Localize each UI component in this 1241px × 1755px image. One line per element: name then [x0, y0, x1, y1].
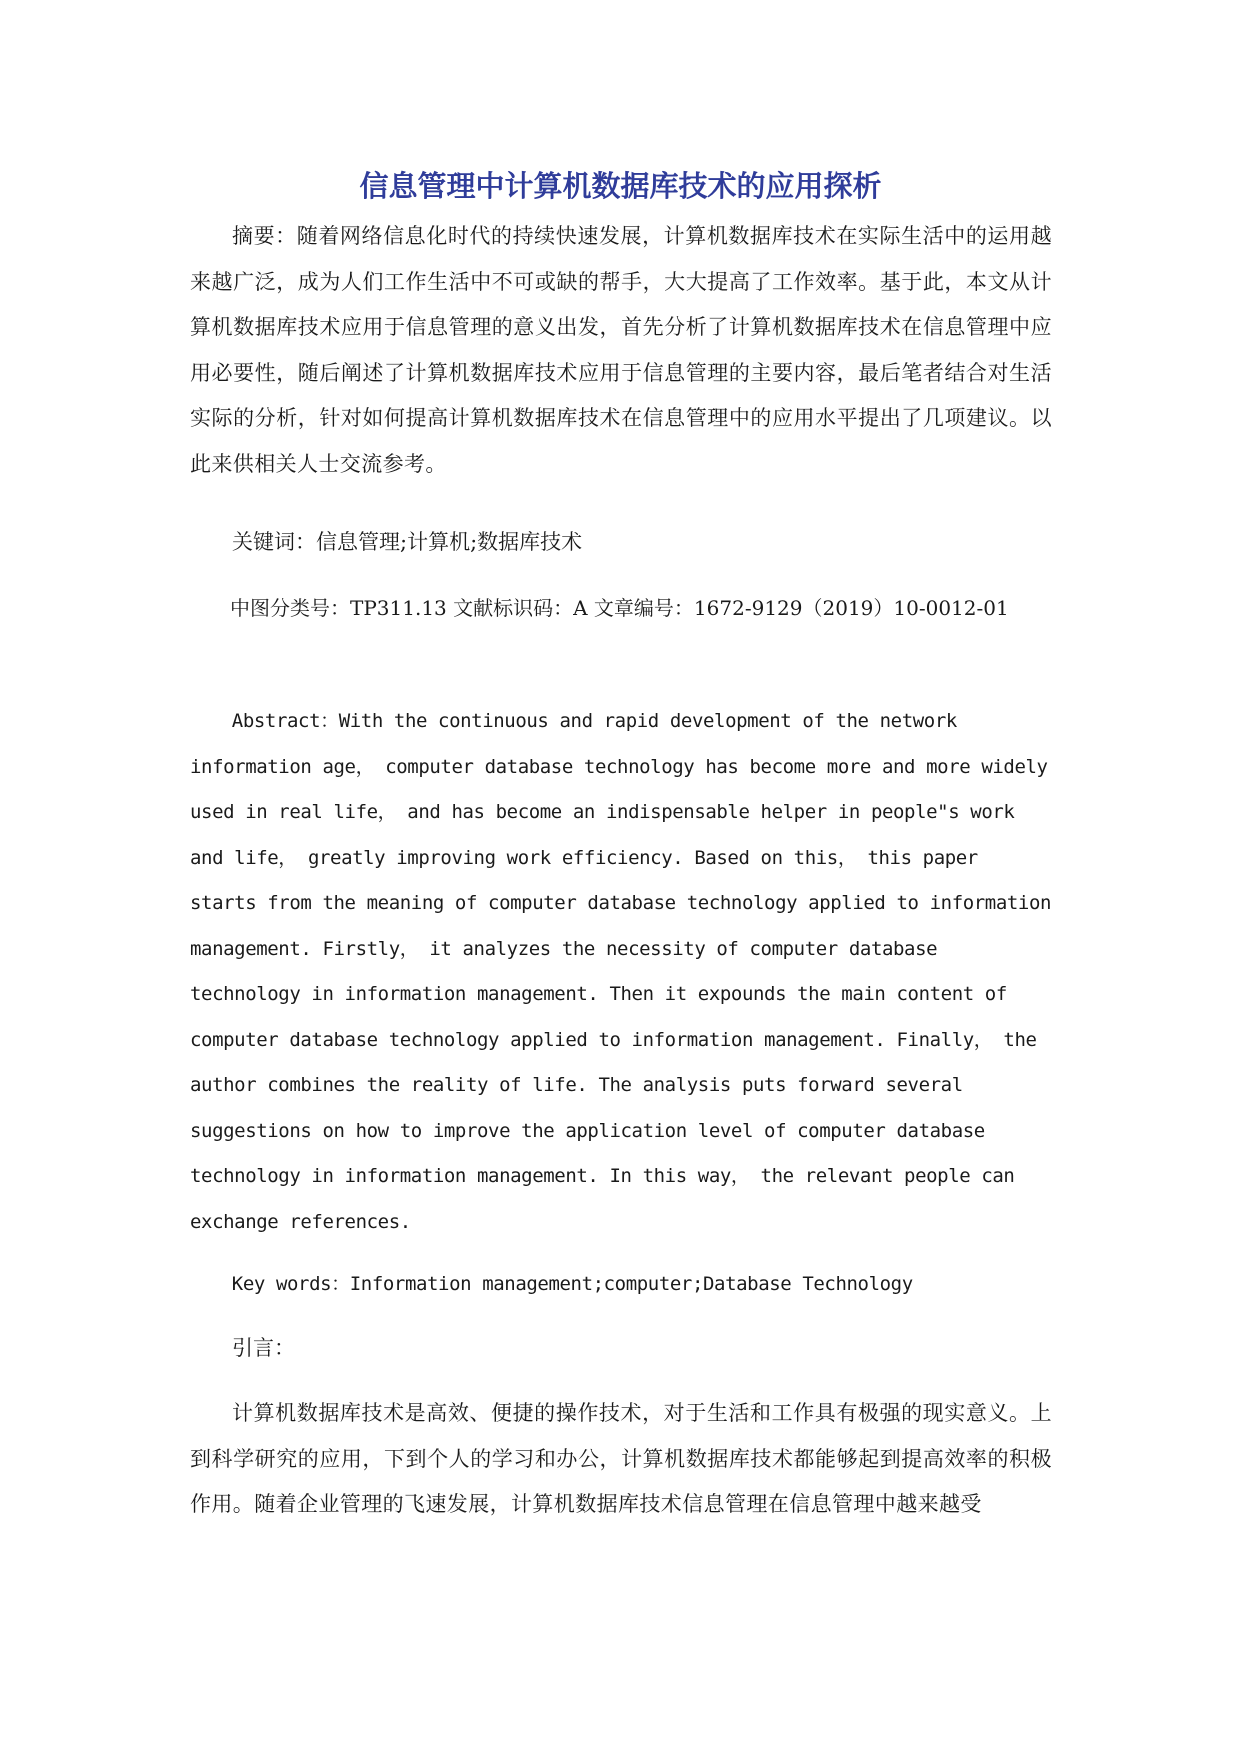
paper-title: 信息管理中计算机数据库技术的应用探析 [359, 169, 882, 203]
classification-line: 中图分类号：TP311.13 文献标识码：A 文章编号：1672-9129（2019）10-0012-01 [230, 596, 1009, 620]
abstract-chinese: 摘要：随着网络信息化时代的持续快速发展，计算机数据库技术在实际生活中的运用越来越广泛，成为人们工作生活中不可或缺的帮手，大大提高了工作效率。基于此，本文从计算机数据库技术应用于信息管理的意义出发，首先分析了计算机数据库技术在信息管理中应用必要性，随后阐述了计算机数据库技术应用于信息管理的主要内容，最后笔者结合对生活实际的分析，针对如何提高计算机数据库技术在信息管理中的应用水平提出了几项建议。以此来供相关人士交流参考。 [190, 224, 1052, 476]
keywords-chinese: 关键词：信息管理;计算机;数据库技术 [232, 530, 583, 554]
introduction-heading: 引言： [232, 1336, 295, 1360]
introduction-paragraph: 计算机数据库技术是高效、便捷的操作技术，对于生活和工作具有极强的现实意义。上到科学研究的应用，下到个人的学习和办公，计算机数据库技术都能够起到提高效率的积极作用。随着企业管理的飞速发展，计算机数据库技术信息管理在信息管理中越来越受 [190, 1401, 1052, 1516]
keywords-english: Key words：Information management;computer;Database Technology [231, 1273, 913, 1295]
abstract-english: Abstract：With the continuous and rapid development of the network information age， computer database technology has become more and more widely used in real life， and has become an indispensable helper in people"s work and life， greatly improving work efficiency. Based on this， this paper starts from the meaning of computer database technology applied to information management. Firstly， it analyzes the necessity of computer database technology in information management. Then it expounds the main content of computer database technology applied to information management. Finally， the author combines the reality of life. The analysis puts forward several suggestions on how to improve the application level of computer database technology in information management. In this way， the relevant people can exchange references. [190, 710, 1052, 1233]
